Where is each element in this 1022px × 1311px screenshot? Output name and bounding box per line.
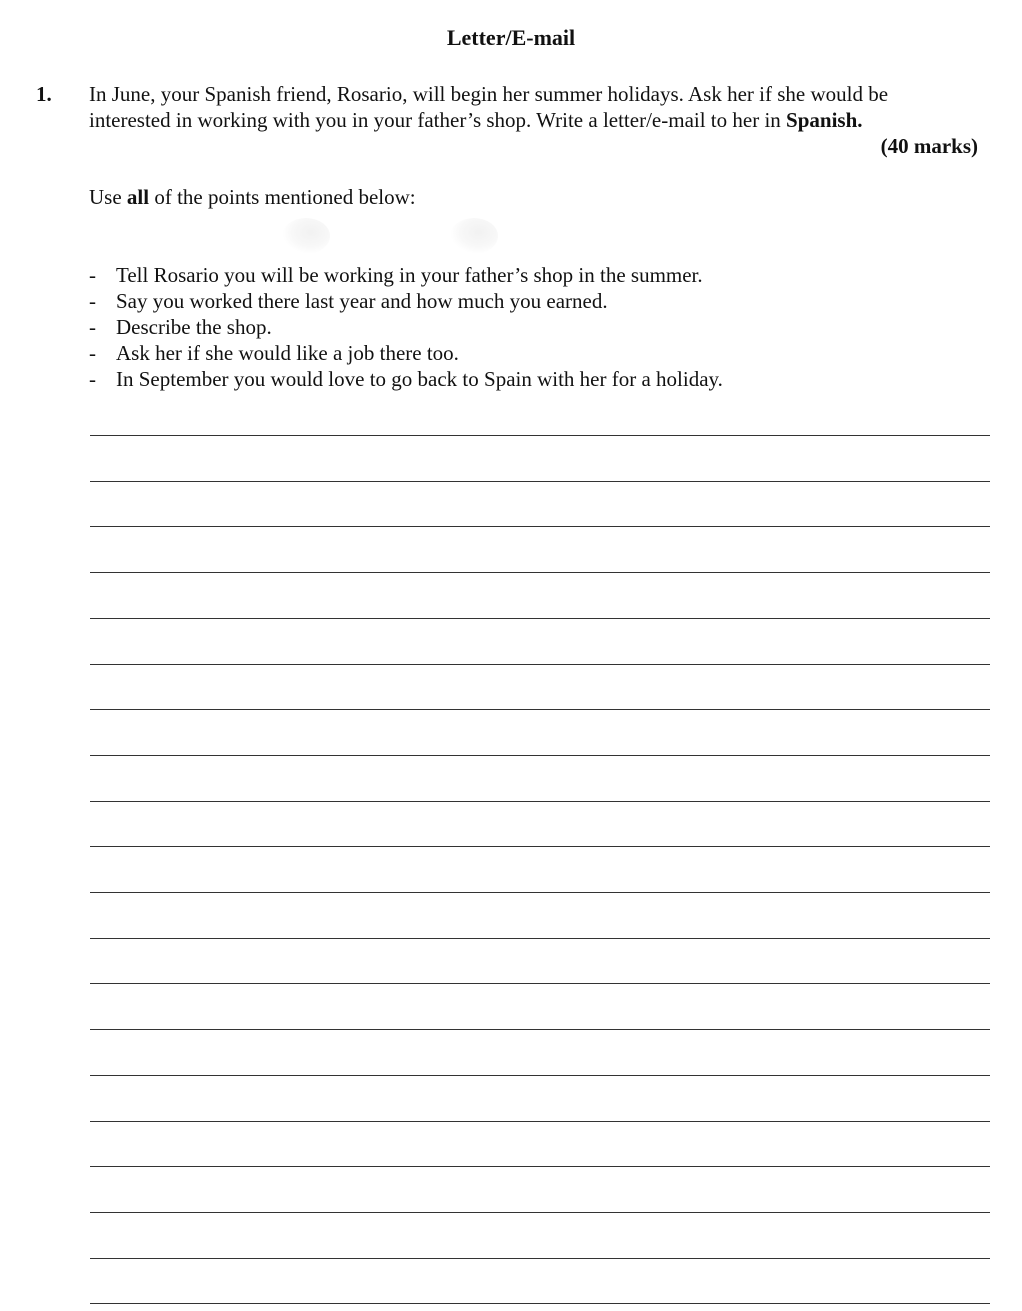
answer-line[interactable] — [90, 664, 990, 665]
question-line-1: In June, your Spanish friend, Rosario, will begin her summer holidays. Ask her if she would be — [89, 82, 889, 106]
point-text: Describe the shop. — [116, 315, 272, 339]
point-text: Tell Rosario you will be working in your father’s shop in the summer. — [116, 263, 703, 287]
dash-bullet: - — [89, 315, 96, 339]
answer-line[interactable] — [90, 983, 990, 984]
answer-line[interactable] — [90, 481, 990, 482]
answer-line[interactable] — [90, 892, 990, 893]
answer-line[interactable] — [90, 1121, 990, 1122]
answer-line[interactable] — [90, 938, 990, 939]
answer-line[interactable] — [90, 1075, 990, 1076]
answer-line[interactable] — [90, 618, 990, 619]
answer-line[interactable] — [90, 1029, 990, 1030]
question-line-2-text: interested in working with you in your father’s shop. Write a letter/e-mail to her in — [89, 108, 787, 132]
answer-line[interactable] — [90, 1303, 990, 1304]
answer-writing-area — [90, 0, 990, 1311]
instruction-emphasis: all — [126, 185, 150, 209]
dash-bullet: - — [89, 367, 96, 391]
answer-line[interactable] — [90, 1166, 990, 1167]
point-text: In September you would love to go back to Spain with her for a holiday. — [116, 367, 723, 391]
dash-bullet: - — [89, 341, 96, 365]
answer-line[interactable] — [90, 709, 990, 710]
answer-line[interactable] — [90, 846, 990, 847]
answer-line[interactable] — [90, 1212, 990, 1213]
answer-line[interactable] — [90, 801, 990, 802]
page-title: Letter/E-mail — [446, 25, 576, 50]
answer-line[interactable] — [90, 435, 990, 436]
answer-line[interactable] — [90, 1258, 990, 1259]
dash-bullet: - — [89, 289, 96, 313]
point-text: Ask her if she would like a job there too. — [116, 341, 459, 365]
answer-line[interactable] — [90, 526, 990, 527]
question-language-emphasis: Spanish. — [786, 108, 863, 132]
instruction-suffix: of the points mentioned below: — [149, 185, 416, 209]
marks-label: (40 marks) — [880, 134, 978, 158]
answer-line[interactable] — [90, 755, 990, 756]
dash-bullet: - — [89, 263, 96, 287]
point-text: Say you worked there last year and how much you earned. — [116, 289, 608, 313]
question-number: 1. — [36, 82, 52, 106]
instruction-prefix: Use — [89, 185, 127, 209]
answer-line[interactable] — [90, 572, 990, 573]
